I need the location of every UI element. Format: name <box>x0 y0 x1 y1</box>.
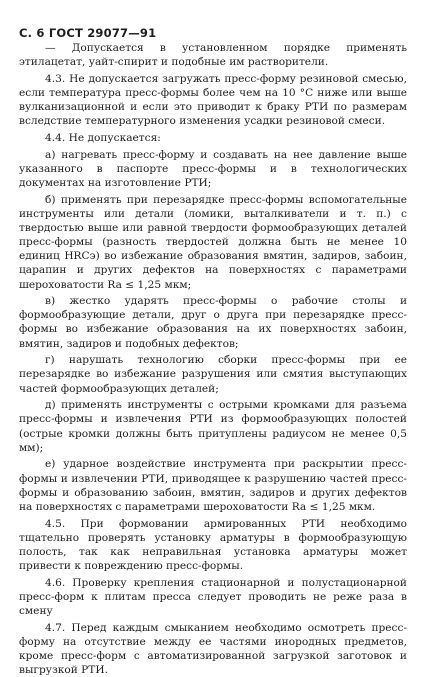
paragraph-4-4: 4.4. Не допускается: <box>45 131 161 144</box>
paragraph-4-4-e: е) ударное воздействие инструмента при раскрытии пресс-формы и извлечении РТИ, приводящее к разрушению частей пресс-формы и образованию забоин, вмятин, задиров и других дефектов на поверхностях с параметрами шероховатости Ra ≤ 1,25 мкм. <box>19 458 407 513</box>
document-body <box>19 41 407 677</box>
paragraph-4-4-g: г) нарушать технологию сборки пресс-формы при ее перезарядке во избежание разрушения или смятия выступающих частей формообразующих деталей; <box>19 354 407 395</box>
paragraph-4-4-v: в) жестко ударять пресс-формы о рабочие столы и формообразующие детали, друг о друга при перезарядке пресс-формы во избежание образования на их поверхностях забоин, вмятин, задиров и подобных дефектов; <box>19 295 407 350</box>
paragraph-4-4-b: б) применять при перезарядке пресс-формы вспомогательные инструменты или детали (ломики, выталкиватели и т. п.) с твердостью выше или равной твердости формообразующих деталей пресс-формы (разность твердостей должна быть не менее 10 единиц HRCэ) во избежание образования вмятин, задиров, забоин, царапин и других дефектов на поверхностях с параметрами шероховатости Ra ≤ 1,25 мкм; <box>19 193 407 291</box>
paragraph-4-4-d: д) применять инструменты с острыми кромками для разъема пресс-формы и извлечения РТИ из формообразующих полостей (острые кромки должны быть притуплены радиусом не менее 0,5 мм); <box>19 399 407 454</box>
paragraph-4-6: 4.6. Проверку крепления стационарной и полустационарной пресс-форм к плитам пресса следует проводить не реже раза в смену <box>19 576 407 617</box>
paragraph-4-7: 4.7. Перед каждым смыканием необходимо осмотреть пресс-форму на отсутствие между ее частями инородных предметов, кроме пресс-форм с автоматизированной загрузкой заготовок и выгрузкой РТИ. <box>19 621 407 677</box>
page-header: С. 6 ГОСТ 29077—91 <box>19 26 157 40</box>
paragraph-4-4-a: а) нагревать пресс-форму и создавать на нее давление выше указанного в паспорте пресс-формы и в технологических документах на изготовление РТИ; <box>19 148 407 189</box>
paragraph-4-3: 4.3. Не допускается загружать пресс-форму резиновой смесью, если температура пресс-формы более чем на 10 °С ниже или выше вулканизационной и если это приводит к браку РТИ по размерам вследствие температурного изменения усадки резиновой смеси. <box>19 72 407 128</box>
paragraph-solvents: — Допускается в установленном порядке применять этилацетат, уайт-спирит и подобные им растворители. <box>19 42 407 69</box>
paragraph-4-5: 4.5. При формовании армированных РТИ необходимо тщательно проверять установку арматуры в формообразующую полость, так как неправильная установка арматуры может привести к повреждению пресс-формы. <box>19 517 407 572</box>
